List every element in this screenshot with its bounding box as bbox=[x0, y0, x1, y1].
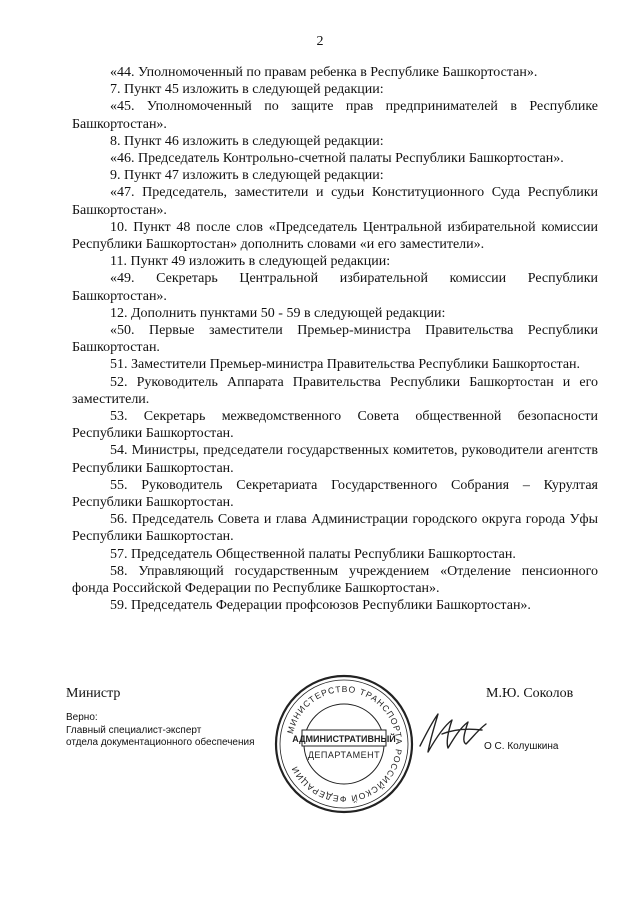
certify-name: О С. Колушкина bbox=[484, 741, 559, 752]
paragraph-item-11: 11. Пункт 49 изложить в следующей редакции: bbox=[110, 254, 391, 270]
paragraph-item-7: 7. Пункт 45 изложить в следующей редакции: bbox=[110, 82, 384, 98]
document-body bbox=[72, 64, 598, 615]
paragraph-item-10: 10. Пункт 48 после слов «Председатель Центральной избирательной комиссии Республики Башкортостан» дополнить словами «и его заместители». bbox=[72, 219, 598, 253]
paragraph-46: «46. Председатель Контрольно-счетной палаты Республики Башкортостан». bbox=[110, 151, 564, 167]
stamp-center-line-1: АДМИНИСТРАТИВНЫЙ bbox=[292, 734, 396, 744]
paragraph-51: 51. Заместители Премьер-министра Правительства Республики Башкортостан. bbox=[110, 357, 581, 373]
paragraph-item-12: 12. Дополнить пунктами 50 - 59 в следующей редакции: bbox=[110, 305, 446, 321]
paragraph-56: 56. Председатель Совета и глава Администрации городского округа города Уфы Республики Башкортостан. bbox=[72, 512, 598, 545]
paragraph-55: 55. Руководитель Секретариата Государственного Собрания – Курултая Республики Башкортостан. bbox=[72, 477, 598, 511]
paragraph-45: «45. Уполномоченный по защите прав предпринимателей в Республике Башкортостан». bbox=[72, 99, 598, 132]
paragraph-50: «50. Первые заместители Премьер-министра Правительства Республики Башкортостан. bbox=[72, 323, 598, 356]
page-number: 2 bbox=[316, 34, 324, 49]
paragraph-44: «44. Уполномоченный по правам ребенка в Республике Башкортостан». bbox=[110, 65, 538, 80]
paragraph-item-9: 9. Пункт 47 изложить в следующей редакции: bbox=[110, 168, 384, 184]
paragraph-47: «47. Председатель, заместители и судьи Конституционного Суда Республики Башкортостан». bbox=[72, 185, 598, 218]
signer-position: Министр bbox=[66, 686, 121, 701]
paragraph-57: 57. Председатель Общественной палаты Республики Башкортостан. bbox=[110, 546, 516, 562]
signer-name: М.Ю. Соколов bbox=[486, 686, 574, 701]
certify-label: Верно: bbox=[66, 712, 98, 723]
certification-block bbox=[66, 712, 255, 750]
official-stamp bbox=[272, 672, 416, 816]
paragraph-59: 59. Председатель Федерации профсоюзов Республики Башкортостан». bbox=[110, 598, 531, 614]
paragraph-item-8: 8. Пункт 46 изложить в следующей редакции: bbox=[110, 133, 384, 149]
paragraph-58: 58. Управляющий государственным учреждением «Отделение пенсионного фонда Российской Федерации по Республике Башкортостан». bbox=[72, 563, 598, 597]
paragraph-54: 54. Министры, председатели государственных комитетов, руководители агентств Республики Башкортостан. bbox=[72, 443, 598, 476]
certify-position-line-2: отдела документационного обеспечения bbox=[66, 737, 255, 748]
paragraph-52: 52. Руководитель Аппарата Правительства Республики Башкортостан и его заместители. bbox=[72, 374, 598, 407]
certify-position-line-1: Главный специалист-эксперт bbox=[66, 724, 202, 736]
paragraph-49: «49. Секретарь Центральной избирательной комиссии Республики Башкортостан». bbox=[72, 271, 598, 304]
stamp-ring-text: МИНИСТЕРСТВО ТРАНСПОРТА РОССИЙСКОЙ ФЕДЕРАЦИИ bbox=[285, 683, 405, 805]
stamp-center-line-2: ДЕПАРТАМЕНТ bbox=[307, 750, 381, 760]
paragraph-53: 53. Секретарь межведомственного Совета общественной безопасности Республики Башкортостан. bbox=[72, 409, 598, 442]
